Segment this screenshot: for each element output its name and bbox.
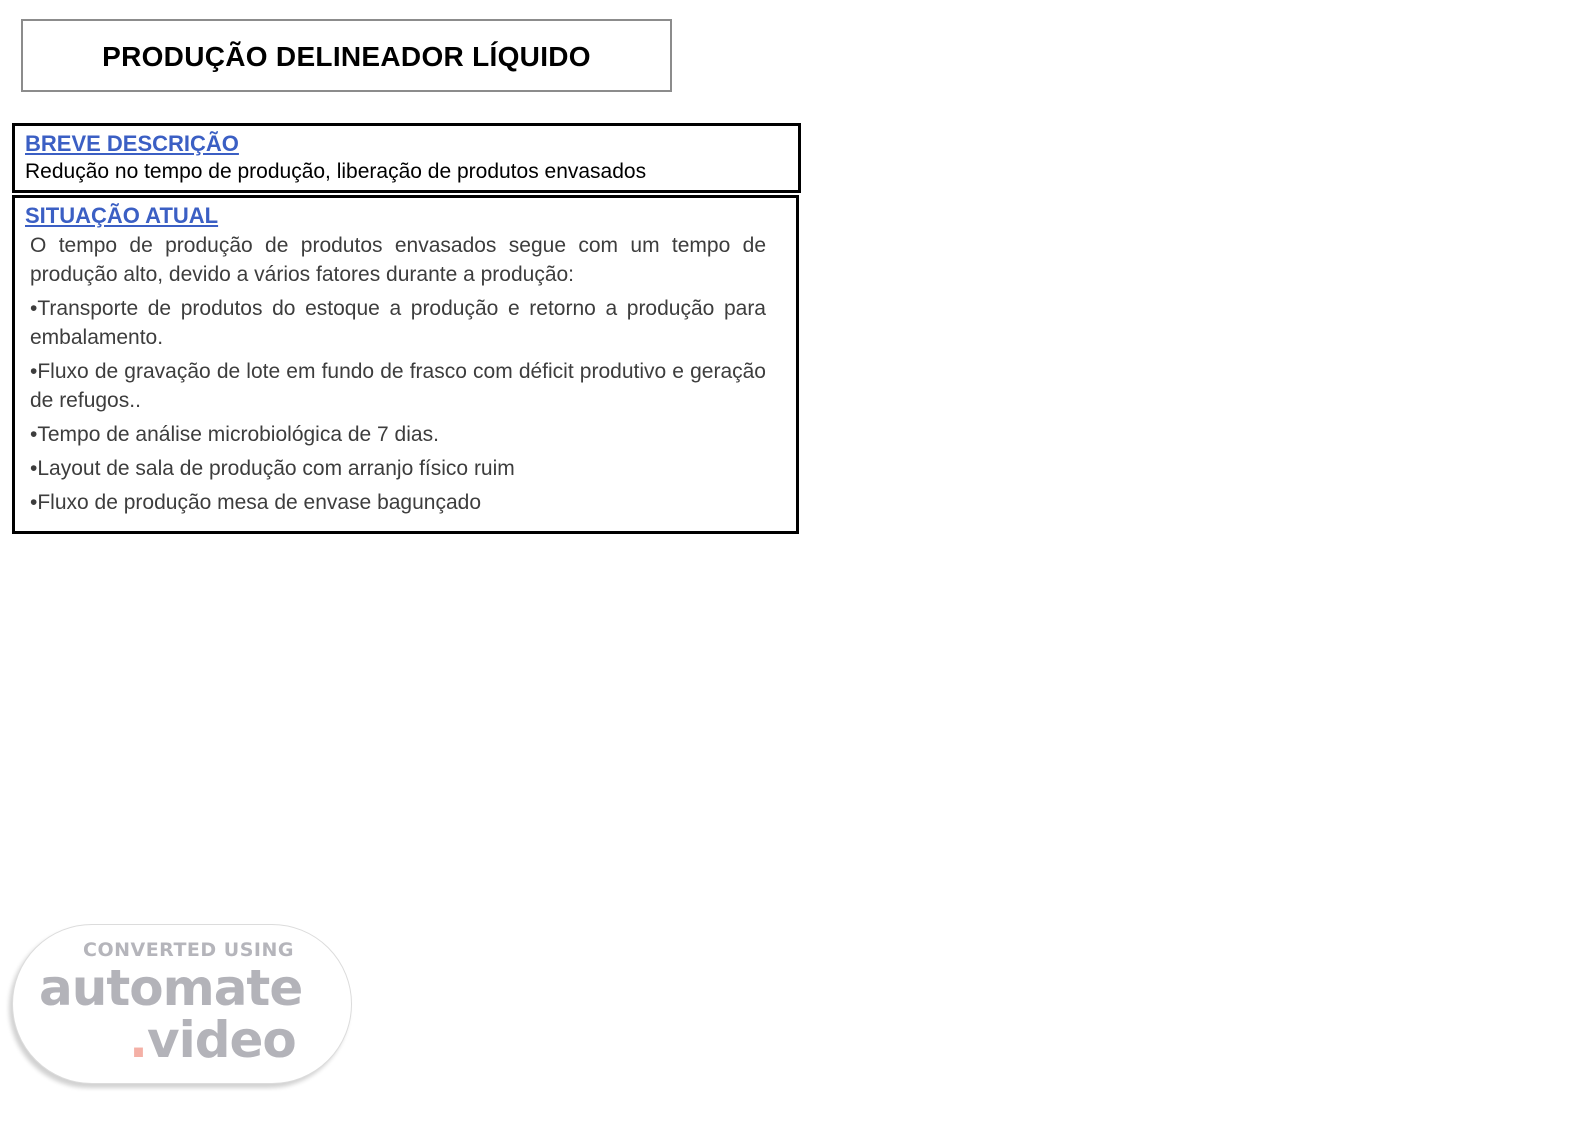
- watermark-converted-label: CONVERTED USING: [83, 939, 294, 961]
- current-situation-list: [30, 231, 766, 517]
- brief-description-box: [12, 123, 801, 193]
- current-situation-intro: O tempo de produção de produtos envasados segue com um tempo de produção alto, devido a vários fatores durante a produção:: [30, 234, 766, 286]
- watermark-automate-text: automate: [39, 959, 303, 1017]
- title-box: [21, 19, 672, 92]
- brief-description-heading: BREVE DESCRIÇÃO: [25, 131, 239, 156]
- current-situation-item: •Tempo de análise microbiológica de 7 dias.: [30, 423, 439, 446]
- watermark-dot: .: [129, 1011, 147, 1069]
- current-situation-item: •Fluxo de produção mesa de envase bagunçado: [30, 491, 481, 514]
- page-title: PRODUÇÃO DELINEADOR LÍQUIDO: [102, 41, 591, 72]
- brief-description-text: Redução no tempo de produção, liberação de produtos envasados: [25, 160, 647, 183]
- watermark-video-text: [129, 1011, 296, 1069]
- current-situation-box: [12, 195, 799, 534]
- current-situation-heading: SITUAÇÃO ATUAL: [25, 203, 219, 228]
- current-situation-item: •Transporte de produtos do estoque a produção e retorno a produção para embalamento.: [30, 297, 766, 349]
- converted-watermark-badge: [12, 924, 352, 1084]
- watermark-video-word: video: [147, 1011, 296, 1069]
- current-situation-item: •Layout de sala de produção com arranjo físico ruim: [30, 457, 515, 480]
- current-situation-item: •Fluxo de gravação de lote em fundo de frasco com déficit produtivo e geração de refugos..: [30, 360, 766, 412]
